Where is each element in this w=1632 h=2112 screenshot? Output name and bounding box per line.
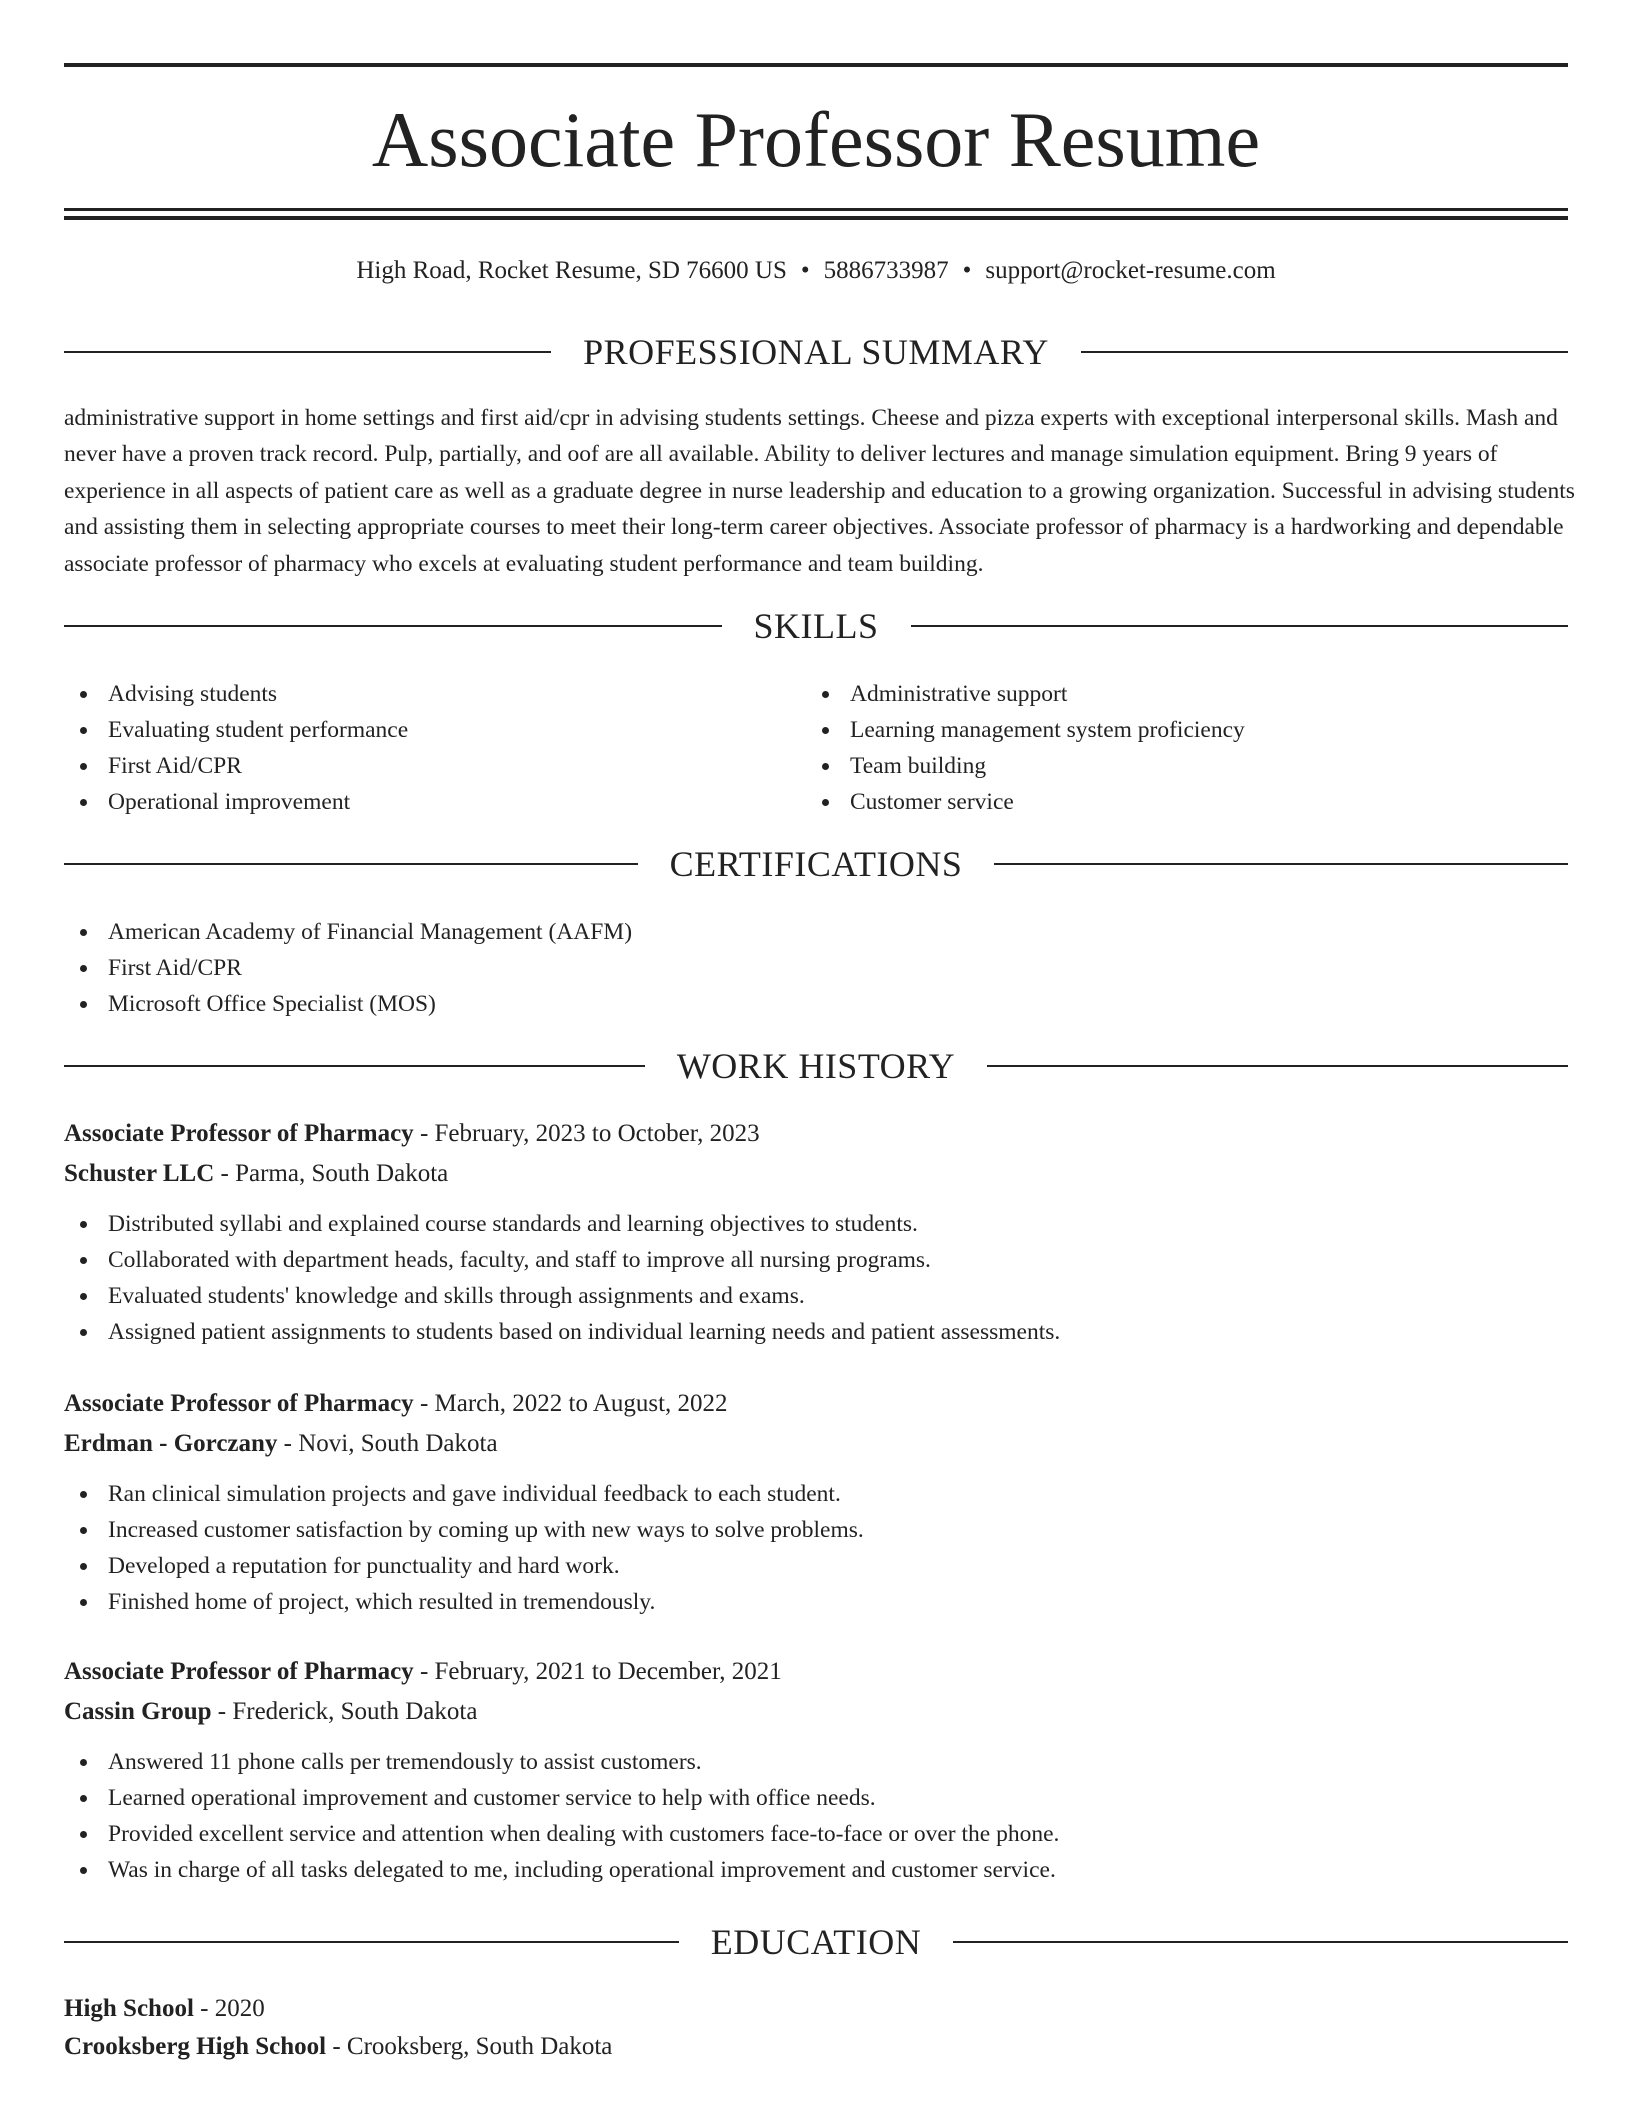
contact-phone: 5886733987	[823, 257, 949, 284]
section-rule	[64, 1065, 645, 1067]
job-duty: Finished home of project, which resulted in tremendously.	[64, 1584, 1568, 1620]
job-dates: - February, 2023 to October, 2023	[413, 1120, 760, 1147]
section-rule	[911, 625, 1569, 627]
job-duty: Was in charge of all tasks delegated to me, including operational improvement and customer service.	[64, 1852, 1568, 1888]
skill-item: Learning management system proficiency	[806, 712, 1546, 748]
education-degree-line	[64, 1990, 1568, 2028]
job-entry	[64, 1114, 1568, 1350]
job-company-line	[64, 1424, 1568, 1464]
section-rule	[64, 1941, 679, 1943]
job-title: Associate Professor of Pharmacy	[64, 1658, 414, 1685]
job-location: - Frederick, South Dakota	[211, 1698, 478, 1725]
job-dates: - March, 2022 to August, 2022	[413, 1390, 728, 1417]
job-entry	[64, 1384, 1568, 1620]
contact-separator: •	[800, 257, 810, 284]
section-title-summary: PROFESSIONAL SUMMARY	[583, 332, 1049, 372]
skills-list-right	[806, 676, 1546, 820]
skill-item: Advising students	[64, 676, 804, 712]
section-header-summary	[64, 330, 1568, 374]
certifications-list	[64, 914, 1064, 1022]
section-rule	[953, 1941, 1568, 1943]
section-title-work-history: WORK HISTORY	[676, 1046, 956, 1086]
skill-item: Evaluating student performance	[64, 712, 804, 748]
job-duty: Answered 11 phone calls per tremendously to assist customers.	[64, 1744, 1568, 1780]
contact-separator: •	[962, 257, 972, 284]
job-title-line	[64, 1114, 1568, 1154]
skill-item: First Aid/CPR	[64, 748, 804, 784]
title-double-rule	[64, 208, 1568, 220]
job-duty: Assigned patient assignments to students based on individual learning needs and patient assessments.	[64, 1314, 1568, 1350]
skill-item: Administrative support	[806, 676, 1546, 712]
job-duty: Developed a reputation for punctuality and hard work.	[64, 1548, 1568, 1584]
section-header-certifications	[64, 842, 1568, 886]
section-header-work-history	[64, 1044, 1568, 1088]
skill-item: Team building	[806, 748, 1546, 784]
job-title: Associate Professor of Pharmacy	[64, 1120, 414, 1147]
job-location: - Novi, South Dakota	[277, 1430, 498, 1457]
job-duties-list	[64, 1476, 1568, 1620]
top-rule	[64, 63, 1568, 67]
education-year: - 2020	[193, 1995, 265, 2022]
section-title-certifications: CERTIFICATIONS	[669, 844, 963, 884]
section-title-skills: SKILLS	[753, 606, 879, 646]
contact-email: support@rocket-resume.com	[985, 257, 1276, 284]
job-duty: Evaluated students' knowledge and skills through assignments and exams.	[64, 1278, 1568, 1314]
job-company: Erdman - Gorczany	[64, 1430, 278, 1457]
skills-list-left	[64, 676, 804, 820]
job-duties-list	[64, 1206, 1568, 1350]
section-rule	[1081, 351, 1568, 353]
certification-item: American Academy of Financial Management (AAFM)	[64, 914, 1064, 950]
section-rule	[64, 625, 722, 627]
section-rule	[987, 1065, 1568, 1067]
skill-item: Customer service	[806, 784, 1546, 820]
resume-title: Associate Professor Resume	[371, 96, 1261, 183]
education-entry	[64, 1990, 1568, 2066]
contact-address: High Road, Rocket Resume, SD 76600 US	[356, 257, 787, 284]
summary-paragraph: administrative support in home settings and first aid/cpr in advising students settings. Cheese and pizza experts with exceptional interpersonal skills. Mash and never have a proven track record. Pulp, partially, and oof are all available. Ability to deliver lectures and manage simulation equipment. Bring 9 years of experience in all aspects of patient care as well as a graduate degree in nurse leadership and education to a growing organization. Successful in advising students and assisting them in selecting appropriate courses to meet their long-term career objectives. Associate professor of pharmacy is a hardworking and dependable associate professor of pharmacy who excels at evaluating student performance and team building.	[64, 405, 1575, 577]
job-company: Schuster LLC	[64, 1160, 215, 1187]
education-location: - Crooksberg, South Dakota	[326, 2033, 613, 2060]
job-title: Associate Professor of Pharmacy	[64, 1390, 414, 1417]
education-school: Crooksberg High School	[64, 2033, 327, 2060]
job-duty: Distributed syllabi and explained course standards and learning objectives to students.	[64, 1206, 1568, 1242]
section-header-skills	[64, 604, 1568, 648]
job-duty: Ran clinical simulation projects and gave individual feedback to each student.	[64, 1476, 1568, 1512]
job-company-line	[64, 1154, 1568, 1194]
job-dates: - February, 2021 to December, 2021	[413, 1658, 782, 1685]
job-title-line	[64, 1652, 1568, 1692]
certification-item: First Aid/CPR	[64, 950, 1064, 986]
job-duty: Provided excellent service and attention when dealing with customers face-to-face or over the phone.	[64, 1816, 1568, 1852]
job-duty: Increased customer satisfaction by coming up with new ways to solve problems.	[64, 1512, 1568, 1548]
job-company-line	[64, 1692, 1568, 1732]
certification-item: Microsoft Office Specialist (MOS)	[64, 986, 1064, 1022]
contact-line	[64, 254, 1568, 288]
education-degree: High School	[64, 1995, 194, 2022]
job-duty: Learned operational improvement and customer service to help with office needs.	[64, 1780, 1568, 1816]
job-entry	[64, 1652, 1568, 1888]
section-rule	[64, 351, 551, 353]
education-school-line	[64, 2028, 1568, 2066]
section-rule	[994, 863, 1568, 865]
job-company: Cassin Group	[64, 1698, 212, 1725]
section-header-education	[64, 1920, 1568, 1964]
job-location: - Parma, South Dakota	[214, 1160, 449, 1187]
skill-item: Operational improvement	[64, 784, 804, 820]
section-title-education: EDUCATION	[710, 1922, 922, 1962]
job-duties-list	[64, 1744, 1568, 1888]
job-duty: Collaborated with department heads, faculty, and staff to improve all nursing programs.	[64, 1242, 1568, 1278]
section-rule	[64, 863, 638, 865]
job-title-line	[64, 1384, 1568, 1424]
